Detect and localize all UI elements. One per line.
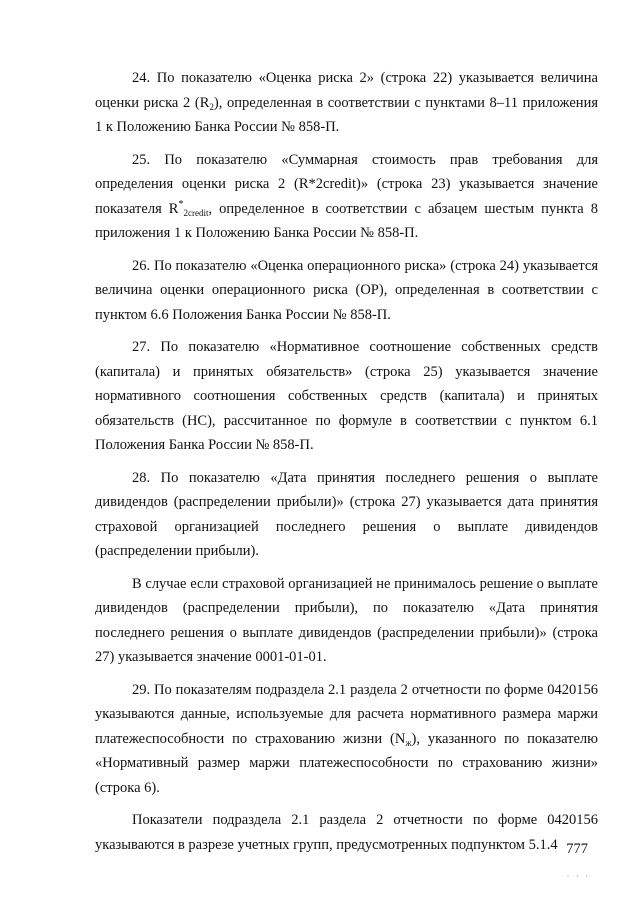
paragraph-text: ), определенная в соответствии с пунктами 8–11 приложения 1 к Положению Банка России № 858-П.	[95, 94, 598, 135]
superscript: *	[178, 198, 184, 210]
paragraph-p24	[95, 66, 598, 140]
paragraph-text: , определенное в соответствии с абзацем шестым пункта 8 приложения 1 к Положению Банка России № 858-П.	[95, 200, 598, 241]
paragraph-text: 24. По показателю «Оценка риска 2» (строка 22) указывается величина оценки риска 2 (R	[95, 70, 598, 111]
paragraph-text: 25. По показателю «Суммарная стоимость прав требования для определения оценки риска 2 (R*2credit)» (строка 23) указывается значение показателя R	[95, 151, 598, 217]
paragraph-text: Показатели подраздела 2.1 раздела 2 отчетности по форме 0420156 указываются в разрезе учетных групп, предусмотренных подпунктом 5.1.4	[95, 812, 598, 853]
paragraph-p25	[95, 148, 598, 246]
subscript: 2	[209, 101, 214, 112]
paragraph-text: 26. По показателю «Оценка операционного риска» (строка 24) указывается величина оценки операционного риска (ОР), определенная в соответствии с пунктом 6.6 Положения Банка России № 858-П.	[95, 257, 598, 323]
paragraph-p28	[95, 466, 598, 564]
paragraph-text: 27. По показателю «Нормативное соотношение собственных средств (капитала) и принятых обязательств» (строка 25) указывается значение нормативного соотношения собственных средств (капитала) и принятых обязательств (НС), рассчитанное по формуле в соответствии с пунктом 6.1 Положения Банка России № 858-П.	[95, 339, 598, 453]
scan-artifact: · · ·	[566, 871, 590, 881]
document-body	[95, 66, 598, 865]
paragraph-p28b	[95, 572, 598, 670]
paragraph-p26	[95, 254, 598, 328]
paragraph-text: ), указанного по показателю «Нормативный размер маржи платежеспособности по страхованию жизни» (строка 6).	[95, 730, 598, 796]
subscript: ж	[405, 737, 412, 748]
paragraph-p27	[95, 335, 598, 458]
paragraph-p29	[95, 678, 598, 801]
subscript: 2credit	[183, 207, 209, 218]
paragraph-text: 29. По показателям подраздела 2.1 раздела 2 отчетности по форме 0420156 указываются данные, используемые для расчета нормативного размера маржи платежеспособности по страхованию жизни (N	[95, 681, 598, 747]
paragraph-text: В случае если страховой организацией не принималось решение о выплате дивидендов (распределении прибыли), по показателю «Дата принятия последнего решения о выплате дивидендов (распределении прибыли)» (строка 27) указывается значение 0001-01-01.	[95, 575, 598, 665]
paragraph-p29b	[95, 808, 598, 857]
page-number: 777	[566, 841, 588, 857]
paragraph-text: 28. По показателю «Дата принятия последнего решения о выплате дивидендов (распределении прибыли)» (строка 27) указывается дата принятия страховой организацией последнего решения о выплате дивидендов (распределении прибыли).	[95, 469, 598, 559]
